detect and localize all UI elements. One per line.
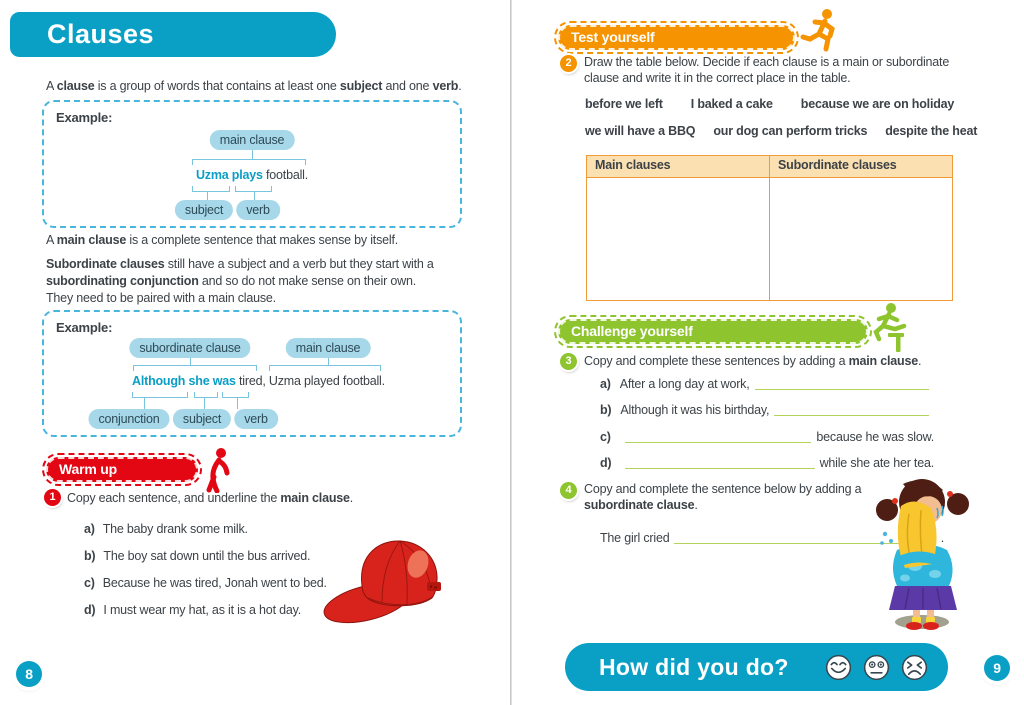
clause-word: I baked a cake [690,97,773,111]
hurdling-person-icon [868,302,910,354]
table-header-subordinate-clauses: Subordinate clauses [769,156,952,178]
text-segment: and one [382,79,433,93]
clause-word: we will have a BBQ [585,124,696,138]
connector-line [237,397,238,409]
how-did-you-do-banner [565,643,948,691]
bracket-line [222,392,249,398]
example-label: Example: [56,110,113,125]
bold-term: subject [339,79,383,93]
bracket-line [269,365,381,371]
challenge-item-d [600,456,934,471]
stretching-person-icon [201,447,231,493]
subordinate-paragraph [46,256,470,290]
topic-title-banner [10,12,336,57]
clause-word-row [585,124,977,138]
text-segment: A [46,79,57,93]
example-box-2 [42,310,462,437]
test-yourself-label: Test yourself [571,29,655,45]
example-box-1 [42,100,462,228]
text-segment: Copy and complete the sentence below by adding a [584,482,862,496]
question-2-text: Draw the table below. Decide if each clause is a main or subordinate clause and write it in the correct place in the table. [584,55,950,85]
highlighted-words: Uzma plays [195,168,263,182]
item-text: The boy sat down until the bus arrived. [103,549,311,563]
test-yourself-banner [558,25,795,50]
warm-up-items [84,522,327,630]
happy-face-icon [825,654,852,681]
connector-line [252,150,253,159]
table-cell-empty [587,178,769,300]
item-label: a) [84,522,95,536]
bold-term: verb [432,79,459,93]
item-text: because he was slow. [816,430,934,444]
text-segment: . [458,79,462,93]
question-4-text [584,481,886,513]
clause-word: before we left [585,97,663,111]
text-segment: . [917,354,922,368]
red-cap-image [322,520,457,632]
neutral-face-icon [863,654,890,681]
item-label: c) [84,576,95,590]
item-text: After a long day at work, [619,377,750,391]
diagram-sentence [132,374,385,388]
challenge-yourself-label: Challenge yourself [571,323,693,339]
item-label: a) [600,377,611,391]
diagram-pill-main-clause: main clause [286,338,371,358]
bracket-line [192,159,306,165]
question-number-4: 4 [560,482,577,499]
challenge-item-a [600,377,934,392]
intro-paragraph [46,78,478,95]
bold-term: Subordinate clauses [46,257,165,271]
question-number-1: 1 [44,489,61,506]
sentence-end: . [940,531,944,545]
question-1-text [67,490,467,506]
page-title: Clauses [47,19,155,49]
list-item [84,576,327,590]
text-segment: . [349,491,354,505]
connector-line [204,397,205,409]
question-number-2: 2 [560,55,577,72]
warm-up-label: Warm up [59,461,117,477]
text-segment: tired, Uzma played football. [235,374,385,388]
bracket-line [194,392,218,398]
subordinate-paragraph-2: They need to be paired with a main clause. [46,291,276,305]
item-label: c) [600,430,611,444]
bold-term: main clause [848,354,918,368]
clause-word: because we are on holiday [800,97,955,111]
challenge-yourself-banner [558,319,868,344]
question-number-3: 3 [560,353,577,370]
text-segment: . [694,498,698,512]
bracket-line [133,365,257,371]
answer-line [755,389,929,390]
challenge-item-b [600,403,934,418]
item-label: b) [84,549,96,563]
bracket-line [132,392,188,398]
clause-word-row [585,97,954,111]
clauses-table [586,155,953,301]
list-item [84,549,327,563]
running-person-icon [800,8,838,54]
answer-line [625,468,814,469]
diagram-pill-subject: subject [173,409,231,429]
diagram-pill-subordinate-clause: subordinate clause [129,338,250,358]
item-text: Because he was tired, Jonah went to bed. [102,576,327,590]
text-segment: and so do not make sense on their own. [198,274,416,288]
answer-line [774,415,929,416]
bold-term: main clause [56,233,127,247]
bold-term: clause [56,79,95,93]
table-header-main-clauses: Main clauses [587,156,769,178]
text-segment: is a complete sentence that makes sense by itself. [126,233,398,247]
bracket-line [192,186,230,192]
clause-word: our dog can perform tricks [713,124,868,138]
bold-term: subordinate clause [584,498,695,512]
question-3-text [584,353,984,369]
diagram-pill-verb: verb [234,409,278,429]
diagram-pill-subject: subject [175,200,233,220]
table-cell-empty [769,178,952,300]
item-label: d) [600,456,612,470]
page-number-left: 8 [16,661,42,687]
text-segment: football. [262,168,309,182]
item-text: The baby drank some milk. [102,522,248,536]
item-label: b) [600,403,612,417]
page-right [512,0,1024,705]
highlighted-words: Although she was [132,374,236,388]
text-segment: Copy each sentence, and underline the [67,491,281,505]
diagram-pill-conjunction: conjunction [88,409,169,429]
sentence-start: The girl cried [600,531,670,545]
text-segment: is a group of words that contains at least one [94,79,340,93]
sad-face-icon [901,654,928,681]
item-text: I must wear my hat, as it is a hot day. [103,603,302,617]
diagram-pill-main-clause: main clause [210,130,295,150]
diagram-pill-verb: verb [236,200,280,220]
item-text: Although it was his birthday, [620,403,770,417]
feedback-faces [825,654,928,681]
bold-term: main clause [280,491,350,505]
item-text: while she ate her tea. [819,456,934,470]
warm-up-banner [46,457,198,482]
clause-word: despite the heat [885,124,978,138]
text-segment: still have a subject and a verb but they start with a [164,257,434,271]
how-did-you-do-label: How did you do? [599,653,789,680]
bold-term: subordinating conjunction [46,274,199,288]
answer-line [625,442,812,443]
item-label: d) [84,603,96,617]
text-segment: A [46,233,57,247]
crying-girl-image [875,470,970,632]
text-segment: Copy and complete these sentences by adding a [584,354,849,368]
main-clause-paragraph [46,232,478,249]
list-item [84,603,327,617]
challenge-item-c [600,430,934,445]
diagram-sentence [44,168,460,182]
connector-line [144,397,145,409]
example-label: Example: [56,320,113,335]
list-item [84,522,327,536]
page-number-right: 9 [984,655,1010,681]
